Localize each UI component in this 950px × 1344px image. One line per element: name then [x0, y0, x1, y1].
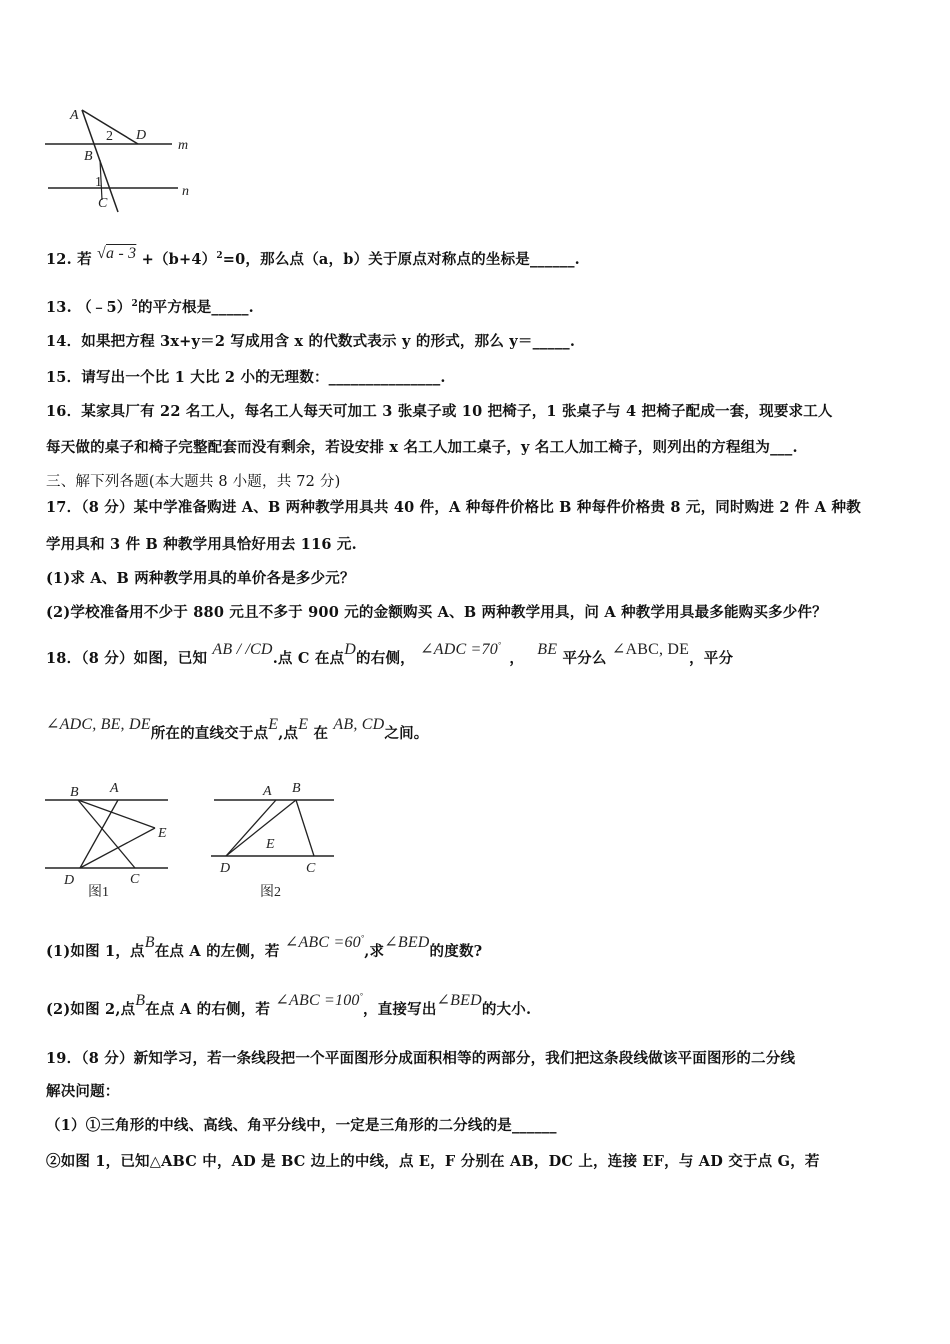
q18-sub2-d: 的大小. [481, 1001, 532, 1018]
label-a: A [70, 108, 79, 123]
question-16-line2: 每天做的桌子和椅子完整配套而没有剩余，若设安排 x 名工人加工桌子，y 名工人加工椅子，则列出的方程组为___. [46, 439, 798, 456]
q18-sub2-math-abc-text: ∠ABC =100 [275, 992, 360, 1009]
q13-text: （﹣5） [77, 299, 132, 316]
fig1-label-d: D [64, 873, 75, 888]
q18-sub1-math-abc-text: ∠ABC =60 [284, 934, 361, 951]
question-18-line2 [46, 716, 429, 743]
q18-sub1-d: 的度数? [429, 943, 483, 960]
question-17-sub2: (2)学校准备用不少于 880 元且不多于 900 元的金额购买 A、B 两种教学用具，问 A 种教学用具最多能购买多少件？ [46, 604, 827, 621]
question-19-line3: （1）①三角形的中线、高线、角平分线中，一定是三角形的二分线的是______ [46, 1117, 557, 1134]
question-18-sub1 [46, 933, 483, 961]
q13-post: 的平方根是_____. [137, 299, 254, 316]
q13-sup: 2 [131, 299, 138, 310]
fig1-label-b: B [70, 785, 79, 800]
q18-sub1-math-abc: ∠ABC =60° [284, 933, 365, 951]
q18-sub2-math-bed: ∠BED [436, 992, 482, 1009]
q18-math-adc-be-de: ∠ADC, BE, DE [46, 716, 151, 733]
section-3-heading: 三、解下列各题(本大题共 8 小题，共 72 分) [46, 474, 341, 490]
fig2-label-d: D [220, 861, 231, 876]
q18-math-ab-cd2: AB, CD [333, 716, 385, 733]
q12-sup: 2 [216, 251, 223, 262]
fig2-label-b: B [292, 781, 301, 796]
q18-sub2-b: 在点 A 的右侧，若 [145, 1001, 271, 1018]
q18-d: ， [509, 650, 525, 667]
fig2-bc [296, 800, 314, 856]
q18-h: 所在的直线交于点 [150, 725, 269, 742]
q18-math-e1: E [268, 716, 279, 733]
label-m: m [178, 138, 189, 153]
q18-c: 的右侧， [356, 650, 415, 667]
q18-sub1-a: (1)如图 1，点 [46, 943, 145, 960]
q18-math-ab-cd: AB / /CD [212, 641, 273, 658]
figure-2 [206, 778, 341, 903]
figure-1 [40, 778, 175, 903]
label-n: n [182, 184, 189, 199]
question-18-line1 [46, 640, 734, 668]
fig2-label-a: A [263, 784, 272, 799]
figure-parallel-lines-mn [40, 100, 210, 220]
question-19-line2: 解决问题： [46, 1083, 120, 1100]
question-17-line1: 17．（8 分）某中学准备购进 A、B 两种教学用具共 40 件，A 种每件价格比 B 种每件价格贵 8 元，同时购进 2 件 A 种教 [46, 499, 861, 516]
q18-sub1-math-b: B [144, 934, 155, 951]
question-12 [46, 245, 580, 269]
label-c: C [98, 196, 108, 211]
q12-sqrt-radicand: a - 3 [106, 245, 137, 262]
q18-sub2-math-b: B [135, 992, 146, 1009]
q12-sqrt: √a - 3 [97, 245, 137, 262]
q18-k: 之间。 [384, 725, 429, 742]
fig2-de [226, 800, 296, 856]
q18-a: 18．（8 分）如图，已知 [46, 650, 208, 667]
label-b: B [84, 149, 93, 164]
q18-b: .点 C 在点 [272, 650, 345, 667]
q18-sub1-math-bed: ∠BED [384, 934, 430, 951]
question-19-line4: ②如图 1，已知△ABC 中，AD 是 BC 边上的中线，点 E，F 分别在 AB，DC 上，连接 EF，与 AD 交于点 G，若 [46, 1153, 820, 1170]
question-19-line1: 19．（8 分）新知学习，若一条线段把一个平面图形分成面积相等的两部分，我们把这条段线做该平面图形的二分线 [46, 1050, 796, 1067]
q18-j: 在 [313, 725, 329, 742]
q18-math-adc: ∠ADC =70° [420, 640, 502, 658]
fig2-label-c: C [306, 861, 316, 876]
q18-sub2-math-abc: ∠ABC =100° [275, 991, 364, 1009]
q18-math-d: D [344, 641, 357, 658]
question-15: 15．请写出一个比 1 大比 2 小的无理数：_______________. [46, 369, 446, 386]
q12-pre: 若 [77, 251, 92, 268]
q12-number: 12. [46, 251, 72, 268]
q18-f: ，平分 [689, 650, 734, 667]
q18-math-adc-text: ∠ADC =70 [420, 641, 498, 658]
label-2: 2 [106, 129, 113, 144]
q18-i: ,点 [278, 725, 299, 742]
q18-sub2-c: ，直接写出 [363, 1001, 437, 1018]
label-d: D [136, 128, 147, 143]
question-16-line1: 16．某家具厂有 22 名工人，每名工人每天可加工 3 张桌子或 10 把椅子，1 张桌子与 4 把椅子配成一套，现要求工人 [46, 403, 833, 420]
question-13 [46, 296, 254, 317]
fig1-caption: 图1 [88, 885, 109, 900]
q18-sub2-a: (2)如图 2,点 [46, 1001, 136, 1018]
fig2-label-e: E [266, 837, 275, 852]
q18-sub1-c: ,求 [364, 943, 385, 960]
question-17-sub1: (1)求 A、B 两种教学用具的单价各是多少元？ [46, 570, 355, 587]
q12-mid: +（b+4） [141, 251, 217, 268]
question-14: 14．如果把方程 3x+y＝2 写成用含 x 的代数式表示 y 的形式，那么 y＝_____. [46, 333, 576, 350]
q13-number: 13. [46, 299, 72, 316]
q12-post: =0，那么点（a，b）关于原点对称点的坐标是______. [222, 251, 580, 268]
fig1-label-c: C [130, 872, 140, 887]
q18-e: 平分么 [562, 650, 607, 667]
fig2-caption: 图2 [260, 885, 281, 900]
q18-math-e2: E [298, 716, 309, 733]
question-17-line2: 学用具和 3 件 B 种教学用具恰好用去 116 元. [46, 536, 357, 553]
q18-sub1-b: 在点 A 的左侧，若 [154, 943, 280, 960]
fig1-label-e: E [158, 826, 167, 841]
q18-math-abc-de: ∠ABC, DE [611, 641, 690, 658]
label-1: 1 [95, 175, 102, 190]
fig1-label-a: A [110, 781, 119, 796]
question-18-sub2 [46, 991, 532, 1019]
q18-math-be: BE [537, 641, 558, 658]
